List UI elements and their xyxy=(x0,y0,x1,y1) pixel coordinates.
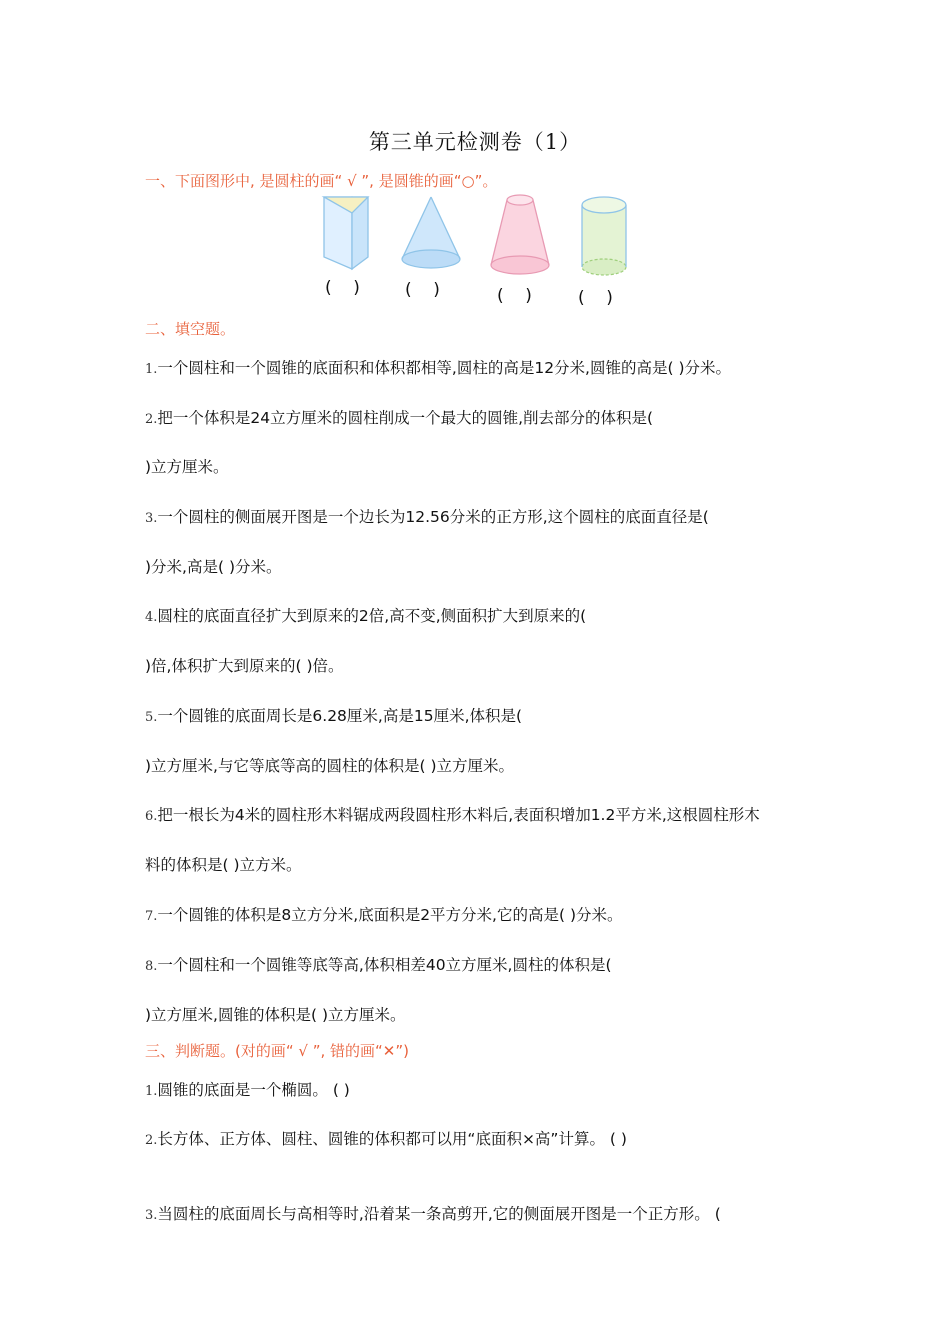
fill-question-7 xyxy=(145,903,623,925)
question-text: 一个圆柱和一个圆锥的底面积和体积都相等,圆柱的高是12分米,圆锥的高是( )分米。 xyxy=(157,359,732,377)
fill-question-5-cont xyxy=(145,754,514,776)
fill-question-2 xyxy=(145,406,653,428)
question-text: 一个圆柱和一个圆锥等底等高,体积相差40立方厘米,圆柱的体积是( xyxy=(157,956,612,974)
answer-blank-2[interactable]: ( ) xyxy=(405,280,440,300)
triangular-prism-figure xyxy=(324,197,368,269)
question-text: 一个圆锥的底面周长是6.28厘米,高是15厘米,体积是( xyxy=(157,707,523,725)
judge-question-3 xyxy=(145,1202,721,1224)
section-3-heading: 三、判断题。(对的画“ √ ”, 错的画“✕”) xyxy=(145,1042,409,1060)
question-text: 把一个体积是24立方厘米的圆柱削成一个最大的圆锥,削去部分的体积是( xyxy=(157,409,654,427)
fill-question-3-cont xyxy=(145,555,282,577)
cone-figure xyxy=(402,197,460,268)
answer-blank-3[interactable]: ( ) xyxy=(497,286,532,306)
question-text: 圆锥的底面是一个椭圆。 ( ) xyxy=(157,1081,350,1099)
question-number: 2. xyxy=(145,412,158,427)
question-number: 3. xyxy=(145,1208,158,1223)
question-number: 1. xyxy=(145,362,158,377)
section-1-heading: 一、下面图形中, 是圆柱的画“ √ ”, 是圆锥的画“○”。 xyxy=(145,172,498,190)
fill-question-6-cont xyxy=(145,853,302,875)
fill-question-8 xyxy=(145,953,612,975)
question-text: 长方体、正方体、圆柱、圆锥的体积都可以用“底面积×高”计算。 ( ) xyxy=(157,1130,627,1148)
fill-question-2-cont xyxy=(145,455,229,477)
question-number: 6. xyxy=(145,809,158,824)
question-number: 2. xyxy=(145,1133,158,1148)
cylinder-figure xyxy=(582,197,626,275)
page-title: 第三单元检测卷（1） xyxy=(368,130,582,154)
question-text: 一个圆锥的体积是8立方分米,底面积是2平方分米,它的高是( )分米。 xyxy=(157,906,623,924)
question-text: 料的体积是( )立方米。 xyxy=(145,856,302,874)
question-number: 4. xyxy=(145,610,158,625)
question-text: )倍,体积扩大到原来的( )倍。 xyxy=(145,657,344,675)
section-2-heading: 二、填空题。 xyxy=(145,320,236,338)
judge-question-2 xyxy=(145,1127,627,1149)
answer-blank-1[interactable]: ( ) xyxy=(325,278,360,298)
fill-question-4 xyxy=(145,604,586,626)
question-number: 5. xyxy=(145,710,158,725)
frustum-figure xyxy=(491,195,549,274)
fill-question-4-cont xyxy=(145,654,344,676)
figures-row xyxy=(318,193,638,283)
question-text: )立方厘米,与它等底等高的圆柱的体积是( )立方厘米。 xyxy=(145,757,514,775)
answer-blank-4[interactable]: ( ) xyxy=(578,288,613,308)
question-text: )立方厘米。 xyxy=(145,458,229,476)
question-text: )立方厘米,圆锥的体积是( )立方厘米。 xyxy=(145,1006,406,1024)
question-number: 1. xyxy=(145,1084,158,1099)
question-text: )分米,高是( )分米。 xyxy=(145,558,282,576)
question-number: 8. xyxy=(145,959,158,974)
fill-question-3 xyxy=(145,505,709,527)
fill-question-1 xyxy=(145,356,731,378)
fill-question-6 xyxy=(145,803,760,825)
question-number: 7. xyxy=(145,909,158,924)
question-text: 一个圆柱的侧面展开图是一个边长为12.56分米的正方形,这个圆柱的底面直径是( xyxy=(157,508,709,526)
question-text: 圆柱的底面直径扩大到原来的2倍,高不变,侧面积扩大到原来的( xyxy=(157,607,587,625)
fill-question-5 xyxy=(145,704,522,726)
question-text: 把一根长为4米的圆柱形木料锯成两段圆柱形木料后,表面积增加1.2平方米,这根圆柱形木 xyxy=(157,806,760,824)
question-number: 3. xyxy=(145,511,158,526)
judge-question-1 xyxy=(145,1078,350,1100)
question-text: 当圆柱的底面周长与高相等时,沿着某一条高剪开,它的侧面展开图是一个正方形。 ( xyxy=(157,1205,721,1223)
fill-question-8-cont xyxy=(145,1003,406,1025)
